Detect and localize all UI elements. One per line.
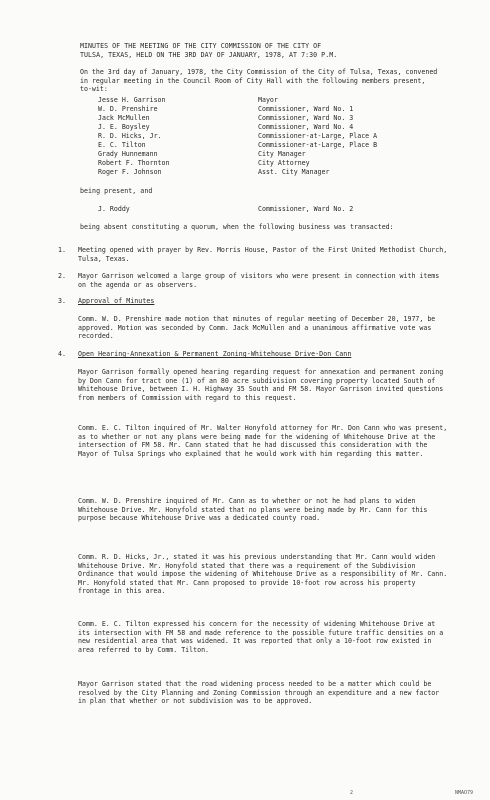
body-paragraph: Comm. E. C. Tilton inquired of Mr. Walter Honyfold attorney for Mr. Don Cann who was present, as to whether or not any plans were being made for the widening of Whitehouse Drive at the intersection of FM 58. Mr. Cann stated that he had discussed this consideration with the Mayor of Tulsa Springs who explained that he would work with him regarding this matter. xyxy=(78,424,448,458)
header-line-2: TULSA, TEXAS, HELD ON THE 3RD DAY OF JANUARY, 1978, AT 7:30 P.M. xyxy=(80,51,338,59)
body-paragraph: Mayor Garrison formally opened hearing regarding request for annexation and permanent zoning by Don Cann for tract one (1) of an 80 acre subdivision covering property located South of Whitehouse Drive, between I. H. Highway 35 South and FM 58. Mayor Garrison invited questions from members of Commission with regard to this request. xyxy=(78,368,444,402)
roster-title: Commissioner-at-Large, Place A xyxy=(258,132,378,140)
roster-title: Mayor xyxy=(258,96,278,104)
item-heading: Approval of Minutes xyxy=(78,297,155,305)
roster-name: Roger F. Johnson xyxy=(98,168,162,176)
header-line-1: MINUTES OF THE MEETING OF THE CITY COMMISSION OF THE CITY OF xyxy=(80,42,322,50)
roster-title: Commissioner-at-Large, Place B xyxy=(258,141,378,149)
item-text: Meeting opened with prayer by Rev. Morris House, Pastor of the First United Methodist Church, Tulsa, Texas. xyxy=(78,246,448,263)
page-mark: 2 xyxy=(350,790,354,796)
item-number: 3. xyxy=(58,297,66,305)
item-number: 2. xyxy=(58,272,66,280)
roster-name: R. D. Hicks, Jr. xyxy=(98,132,162,140)
present-label: being present, and xyxy=(80,187,153,195)
roster-title: Commissioner, Ward No. 1 xyxy=(258,105,354,113)
item-text: Comm. W. D. Prenshire made motion that minutes of regular meeting of December 20, 1977, be approved. Motion was seconded by Comm. Jack McMullen and a unanimous affirmative vote was recorded. xyxy=(78,315,436,341)
absent-name: J. Roddy xyxy=(98,205,130,213)
roster-title: Commissioner, Ward No. 3 xyxy=(258,114,354,122)
roster-title: Asst. City Manager xyxy=(258,168,330,176)
roster-title: Commissioner, Ward No. 4 xyxy=(258,123,354,131)
roster-name: E. C. Tilton xyxy=(98,141,146,149)
item-number: 4. xyxy=(58,350,66,358)
quorum-paragraph: being absent constituting a quorum, when the following business was transacted: xyxy=(80,223,394,231)
roster-name: W. D. Prenshire xyxy=(98,105,158,113)
roster-title: City Attorney xyxy=(258,159,310,167)
body-paragraph: Mayor Garrison stated that the road widening process needed to be a matter which could be resolved by the City Planning and Zoning Commission through an expenditure and a new factor in plan that whether or not subdivision was to be approved. xyxy=(78,680,440,706)
item-heading: Open Hearing-Annexation & Permanent Zoning-Whitehouse Drive-Don Cann xyxy=(78,350,352,358)
body-paragraph: Comm. W. D. Prenshire inquired of Mr. Cann as to whether or not he had plans to widen Whitehouse Drive. Mr. Honyfold stated that no plans were being made by Mr. Cann for this purpose because Whitehouse Drive was a dedicated county road. xyxy=(78,497,428,523)
intro-paragraph: On the 3rd day of January, 1978, the City Commission of the City of Tulsa, Texas, convened in regular meeting in the Council Room of City Hall with the following members present, to-wit: xyxy=(80,68,438,94)
roster-title: City Manager xyxy=(258,150,306,158)
item-text: Mayor Garrison welcomed a large group of visitors who were present in connection with items on the agenda or as observers. xyxy=(78,272,440,289)
absent-title: Commissioner, Ward No. 2 xyxy=(258,205,354,213)
roster-name: Jesse H. Garrison xyxy=(98,96,166,104)
roster-name: Robert F. Thornton xyxy=(98,159,170,167)
roster-name: J. E. Boysley xyxy=(98,123,150,131)
roster-name: Grady Hunnemann xyxy=(98,150,158,158)
roster-name: Jack McMullen xyxy=(98,114,150,122)
document-code: NMAO79 xyxy=(455,790,474,796)
body-paragraph: Comm. E. C. Tilton expressed his concern for the necessity of widening Whitehouse Drive at its intersection with FM 58 and made reference to the possible future traffic densities on a new residential area that was widened. It was reported that only a 10-foot row existed in area referred to by Comm. Tilton. xyxy=(78,620,444,654)
body-paragraph: Comm. R. D. Hicks, Jr., stated it was his previous understanding that Mr. Cann would widen Whitehouse Drive. Mr. Honyfold stated that there was a requirement of the Subdivision Ordinance that would impose the widening of Whitehouse Drive as a responsibility of Mr. Cann. Mr. Honyfold stated that Mr. Cann proposed to provide 10-foot row across his property frontage in this area. xyxy=(78,553,448,596)
item-number: 1. xyxy=(58,246,66,254)
